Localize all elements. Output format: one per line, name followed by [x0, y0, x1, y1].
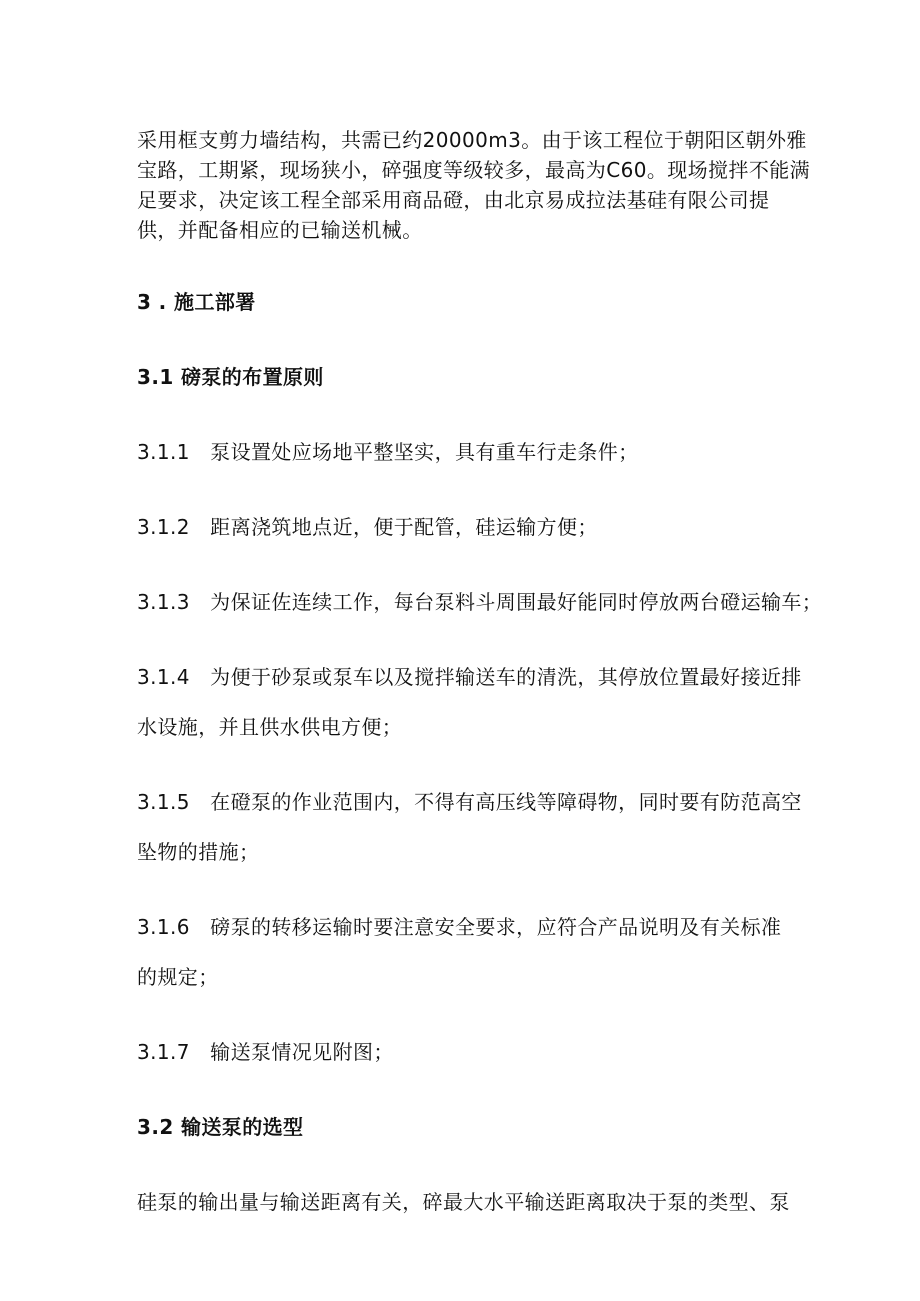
item-3-1-1: [137, 440, 639, 464]
section-3-2-body: 硅泵的输出量与输送距离有关，碎最大水平输送距离取决于泵的类型、泵: [137, 1190, 790, 1214]
item-number: 3.1.6: [137, 915, 190, 939]
item-number: 3.1.5: [137, 790, 190, 814]
item-3-1-7: [137, 1040, 394, 1064]
item-number: 3.1.7: [137, 1040, 190, 1064]
item-3-1-3: [137, 590, 822, 614]
item-3-1-6: [137, 915, 781, 939]
item-3-1-4: [137, 665, 802, 689]
section-3-1-heading: 3.1 磅泵的布置原则: [137, 365, 324, 389]
item-3-1-2: [137, 515, 598, 539]
item-number: 3.1.4: [137, 665, 190, 689]
intro-line-3: 足要求，决定该工程全部采用商品磴，由北京易成拉法基硅有限公司提: [137, 188, 770, 212]
item-3-1-5: [137, 790, 802, 814]
item-text: 为保证佐连续工作，每台泵料斗周围最好能同时停放两台磴运输车；: [210, 590, 823, 614]
item-number: 3.1.2: [137, 515, 190, 539]
item-text: 为便于砂泵或泵车以及搅拌输送车的清洗，其停放位置最好接近排: [210, 665, 802, 689]
item-number: 3.1.1: [137, 440, 190, 464]
section-3-heading: 3 . 施工部署: [137, 290, 256, 314]
item-text: 距离浇筑地点近，便于配管，硅运输方便；: [210, 515, 598, 539]
item-3-1-6-continuation: 的规定；: [137, 965, 219, 989]
item-text: 磅泵的转移运输时要注意安全要求，应符合产品说明及有关标准: [210, 915, 782, 939]
section-3-2-heading: 3.2 输送泵的选型: [137, 1115, 304, 1139]
item-text: 在磴泵的作业范围内，不得有高压线等障碍物，同时要有防范高空: [210, 790, 802, 814]
item-text: 泵设置处应场地平整坚实，具有重车行走条件；: [210, 440, 639, 464]
intro-line-4: 供，并配备相应的已输送机械。: [137, 218, 423, 242]
item-number: 3.1.3: [137, 590, 190, 614]
item-text: 输送泵情况见附图；: [210, 1040, 394, 1064]
item-3-1-4-continuation: 水设施，并且供水供电方便；: [137, 715, 403, 739]
intro-line-2: 宝路，工期紧，现场狭小，碎强度等级较多，最高为C60。现场搅拌不能满: [137, 158, 811, 182]
intro-line-1: 采用框支剪力墙结构，共需已约20000m3。由于该工程位于朝阳区朝外雅: [137, 128, 807, 152]
item-3-1-5-continuation: 坠物的措施；: [137, 840, 260, 864]
